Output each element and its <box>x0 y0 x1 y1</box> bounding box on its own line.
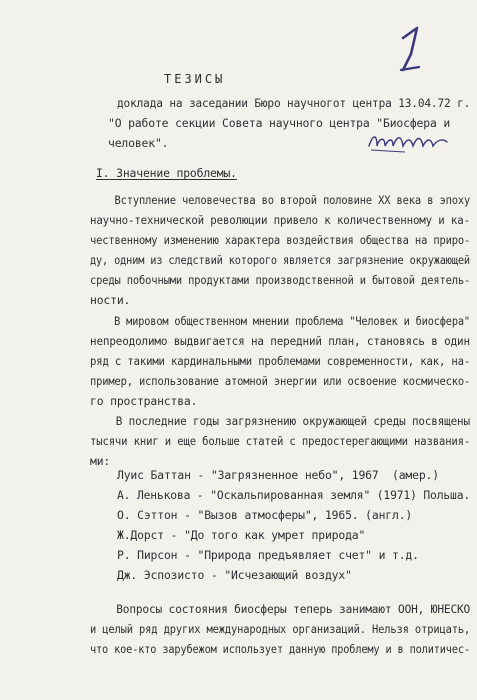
paragraph-line: В мировом общественном мнении проблема "Человек и биосфера" <box>90 314 470 328</box>
document-title: ТЕЗИСЫ <box>164 72 226 86</box>
section-heading-text: I. Значение проблемы. <box>96 166 237 180</box>
paragraph-line: ду, одним из следствий которого является загрязнение окружающей <box>90 253 470 267</box>
paragraph-line: что кое-кто зарубежом использует данную проблему и в политичес- <box>90 642 470 656</box>
paragraph-line: тысячи книг и еще больше статей с предостерегающими названия- <box>90 434 471 448</box>
paragraph-line: ряд с такими кардинальными проблемами современности, как, на- <box>90 354 471 368</box>
paragraph-line: непреодолимо выдвигается на передний план, становясь в один <box>90 334 470 348</box>
section-heading <box>96 166 237 180</box>
paragraph-line: Вступление человечества во второй половине XX века в эпоху <box>90 193 471 207</box>
list-item: О. Сэттон - "Вызов атмосферы", 1965. (англ.) <box>117 508 413 522</box>
list-item: Дж. Эспозисто - "Исчезающий воздух" <box>117 568 352 582</box>
list-item: Р. Пирсон - "Природа предъявляет счет" и т.д. <box>117 548 419 562</box>
handwritten-page-number <box>393 24 427 74</box>
paragraph-line: и целый ряд других международных организаций. Нельзя отрицать, <box>90 622 471 636</box>
paragraph-line: ми: <box>90 454 111 468</box>
paragraph-line: ности. <box>90 293 131 307</box>
subtitle-line-3: человек". <box>108 136 169 150</box>
handwritten-note <box>365 128 451 156</box>
paragraph-line: чественному изменению характера воздействия общества на приро- <box>90 233 471 247</box>
list-item: Ж.Дорст - "До того как умрет природа" <box>117 528 366 542</box>
paragraph-line: го пространства. <box>90 394 198 408</box>
subtitle-line-1: доклада на заседании Бюро научного​т центра 13.04.72 г. <box>117 96 471 110</box>
paragraph-line: пример, использование атомной энергии или освоение космическо- <box>90 374 471 388</box>
list-item: А. Ленькова - "Оскальпированная земля" (1971) Польша. <box>117 488 471 502</box>
paragraph-line: среды побочными продуктами производственной и бытовой деятель- <box>90 273 471 287</box>
paragraph-line: В последние годы загрязнению окружающей среды посвящены <box>90 414 470 428</box>
list-item: Луис Баттан - "Загрязненное небо", 1967 (амер.) <box>117 468 439 482</box>
paragraph-line: научно-технической революции привело к количественному и ка- <box>90 213 470 227</box>
subtitle-line-2: "О работе секции Совета научного центра "Биосфера и <box>108 116 451 130</box>
paragraph-line: Вопросы состояния биосферы теперь занимают ООН, ЮНЕСКО <box>90 602 471 616</box>
